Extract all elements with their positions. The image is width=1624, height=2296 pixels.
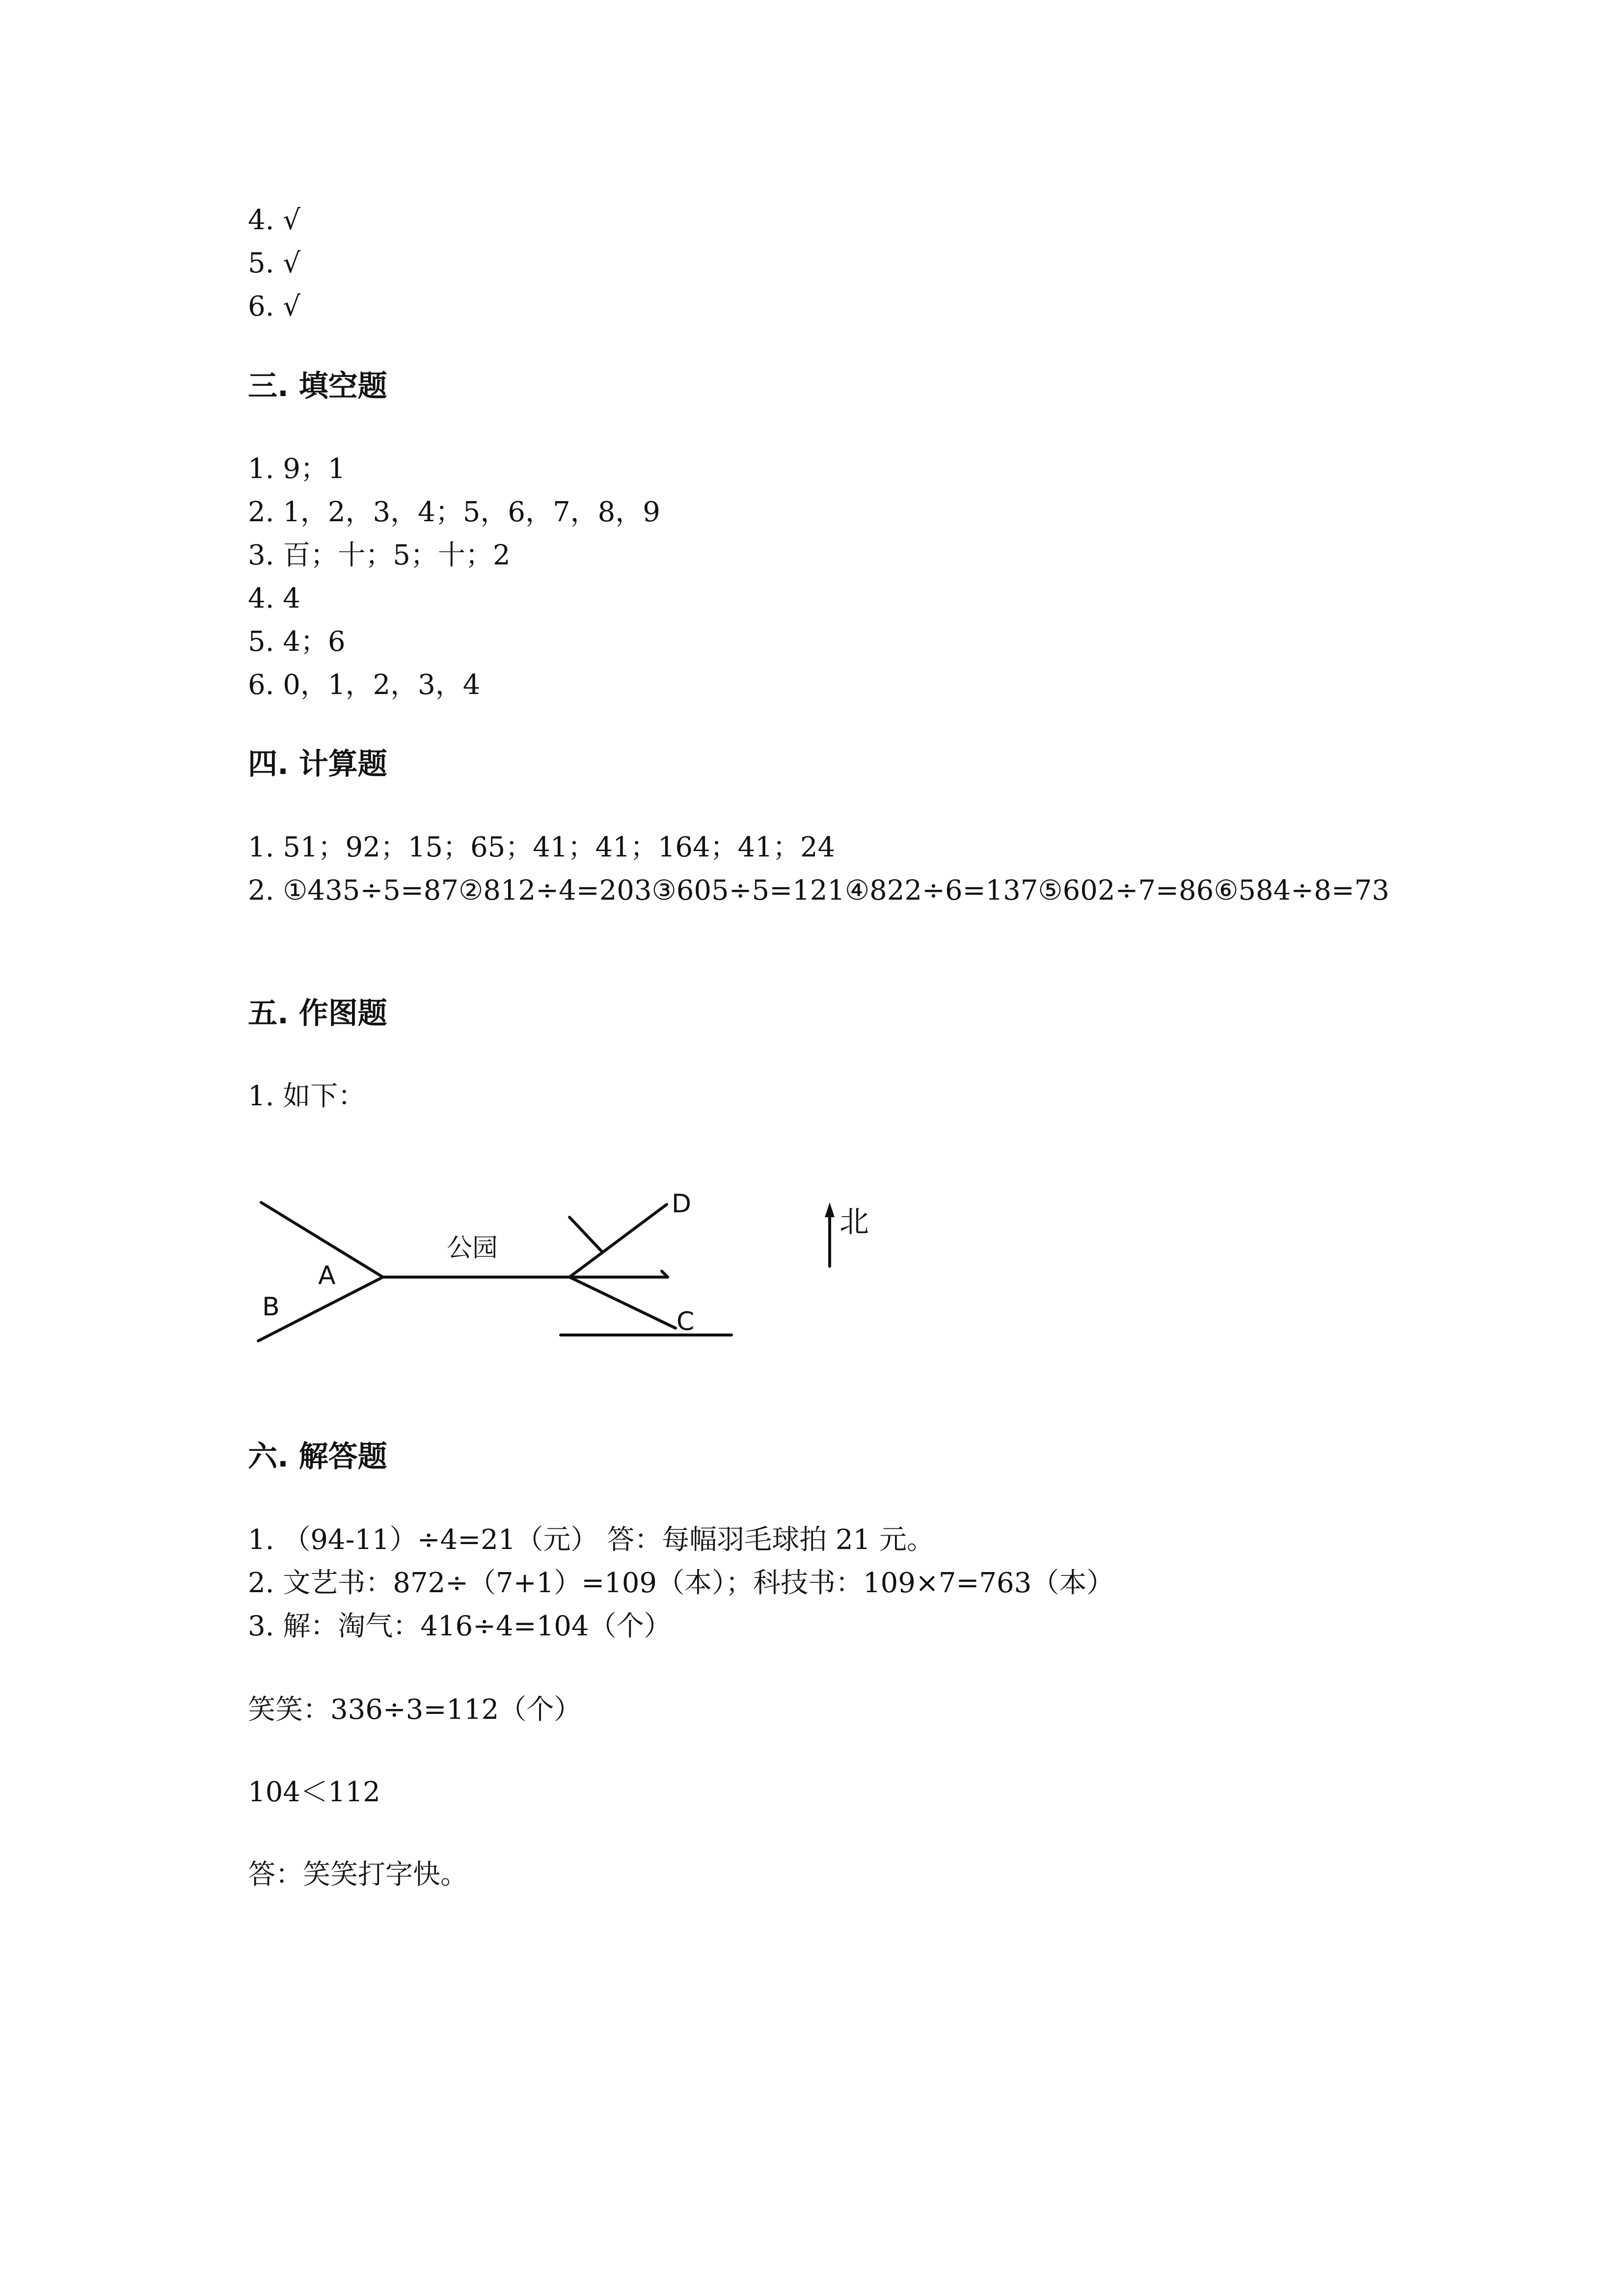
section-heading-calculation: 四. 计算题 — [248, 747, 387, 781]
label-north: 北 — [839, 1205, 869, 1239]
answer-line-2-6: 6. √ — [248, 291, 300, 322]
road-line-d-branch — [569, 1217, 602, 1252]
answer-paragraph-6-3b: 104＜112 — [248, 1776, 380, 1808]
answer-paragraph-6-3a: 笑笑：336÷3=112（个） — [248, 1694, 582, 1726]
label-park: 公园 — [447, 1233, 498, 1263]
section-heading-answers: 六. 解答题 — [248, 1440, 387, 1474]
road-line-to-d-main — [569, 1204, 667, 1277]
answer-line-3-5: 5. 4；6 — [248, 626, 346, 658]
label-a: A — [318, 1261, 336, 1290]
answer-line-2-4: 4. √ — [248, 204, 300, 236]
answer-paragraph-6-3c: 答：笑笑打字快。 — [248, 1859, 468, 1891]
answer-line-3-2: 2. 1，2，3，4；5，6，7，8，9 — [248, 496, 660, 528]
answer-line-2-5: 5. √ — [248, 247, 300, 279]
answer-line-6-3: 3. 解：淘气：416÷4=104（个） — [248, 1610, 672, 1642]
section-heading-drawing: 五. 作图题 — [248, 996, 387, 1031]
north-arrow-icon — [825, 1202, 835, 1217]
route-map-diagram — [245, 1168, 913, 1364]
road-line-to-c — [569, 1277, 676, 1328]
answer-line-5-1: 1. 如下： — [248, 1080, 366, 1112]
answer-line-4-1: 1. 51；92；15；65；41；41；164；41；24 — [248, 831, 836, 863]
answer-line-3-3: 3. 百；十；5；十；2 — [248, 539, 511, 571]
label-c: C — [677, 1307, 695, 1336]
answer-line-6-1: 1. （94-11）÷4=21（元） 答：每幅羽毛球拍 21 元。 — [248, 1524, 935, 1556]
section-heading-fill-in: 三. 填空题 — [248, 369, 387, 403]
answer-line-6-2: 2. 文艺书：872÷（7+1）=109（本）；科技书：109×7=763（本） — [248, 1567, 1114, 1599]
label-b: B — [262, 1292, 280, 1322]
answer-line-3-4: 4. 4 — [248, 583, 300, 614]
answer-line-3-1: 1. 9；1 — [248, 453, 346, 485]
label-d: D — [672, 1189, 692, 1219]
answer-line-3-6: 6. 0，1，2，3，4 — [248, 669, 481, 701]
answer-line-4-2: 2. ①435÷5=87②812÷4=203③605÷5=121④822÷6=137⑤602÷7=86⑥584÷8=73 — [248, 875, 1390, 907]
